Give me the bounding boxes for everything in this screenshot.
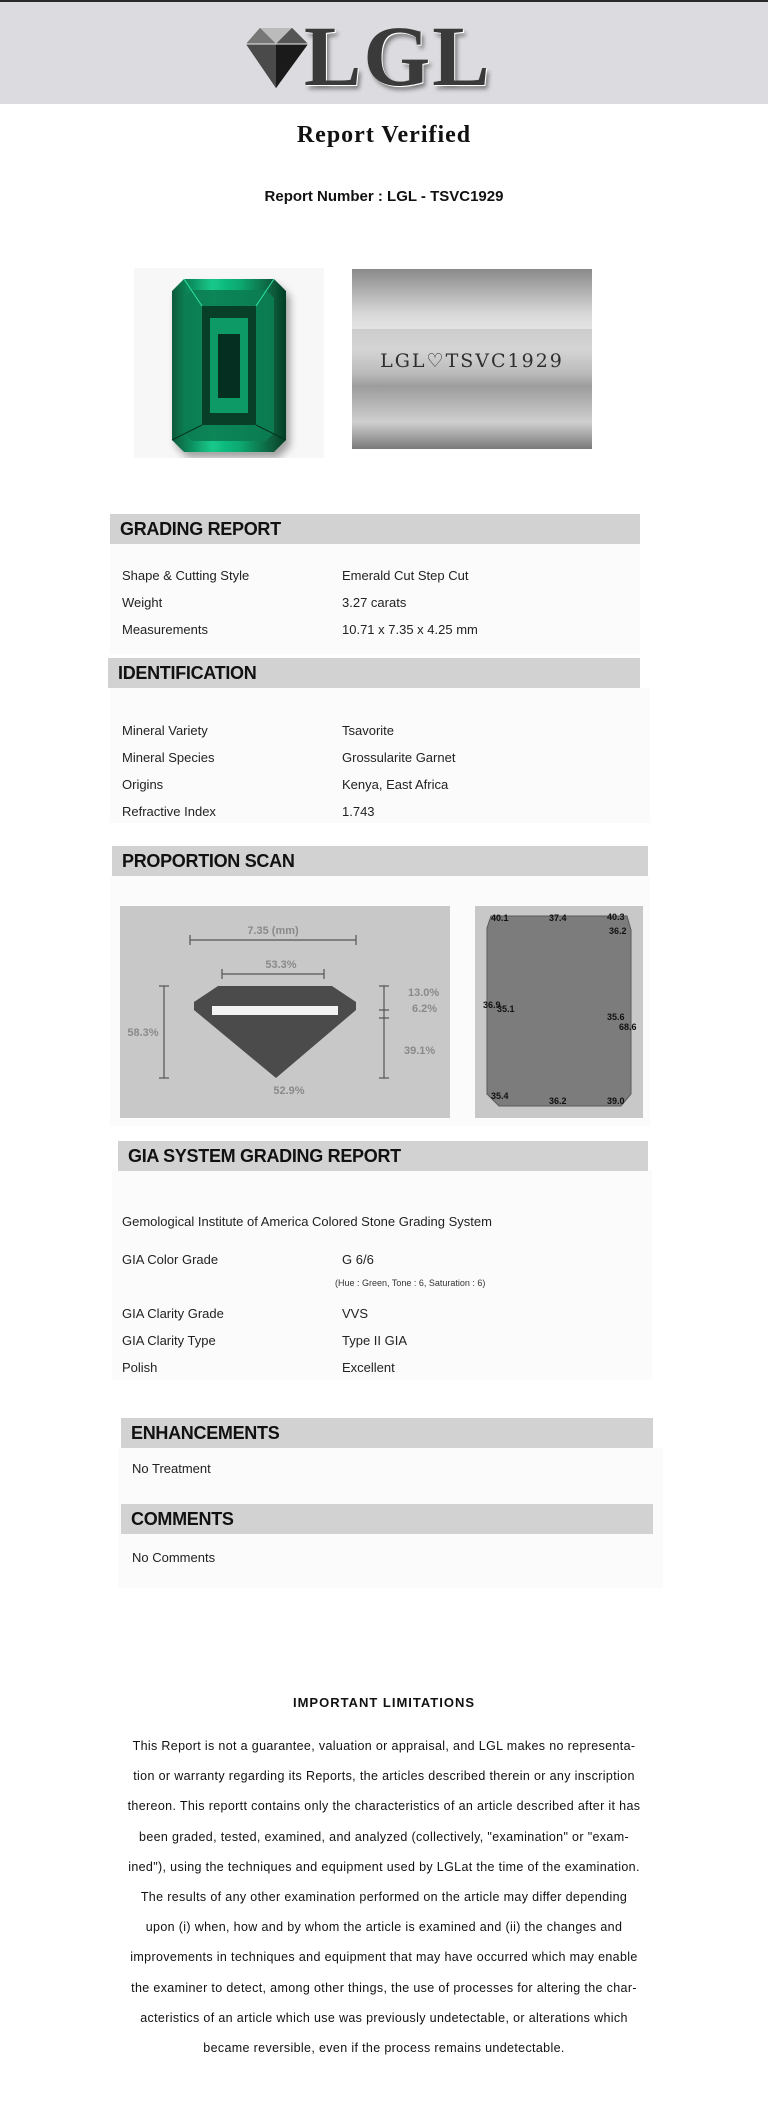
page-title: Report Verified [296,122,472,148]
gia-color-value: G 6/6 [342,1252,374,1267]
proportion-scan-heading: PROPORTION SCAN [112,846,648,876]
origins-label: Origins [122,777,164,792]
enhancements-heading: ENHANCEMENTS [121,1418,653,1448]
limitations-line: improvements in techniques and equipment that may have occurred which may enable [130,1950,638,1965]
limitations-line: thereon. This reportt contains only the characteristics of an article described after it has [127,1799,641,1814]
profile-crown-label: 13.0% [408,987,440,999]
limitations-title: IMPORTANT LIMITATIONS [292,1695,476,1710]
enhancements-text: No Treatment [132,1461,211,1476]
measurements-value: 10.71 x 7.35 x 4.25 mm [342,622,478,637]
gia-clarity-grade-value: VVS [342,1306,369,1321]
top-tl-label: 40.1 [491,913,509,923]
shape-value: Emerald Cut Step Cut [342,568,469,583]
top-bl-label: 35.4 [491,1091,509,1101]
top-bc-label: 36.2 [549,1096,567,1106]
limitations-line: the examiner to detect, among other things, the use of processes for altering the char- [131,1980,637,1995]
comments-text: No Comments [132,1550,216,1565]
top-tc-label: 37.4 [549,913,567,923]
mineral-variety-value: Tsavorite [342,723,395,738]
report-number: Report Number : LGL - TSVC1929 [264,188,504,205]
top-tr2-label: 36.2 [609,926,627,936]
profile-pavilion-label: 39.1% [404,1045,436,1057]
refractive-index-value: 1.743 [342,804,375,819]
mineral-variety-label: Mineral Variety [122,723,208,738]
lgl-logo [236,8,492,104]
limitations-text [118,1731,650,2063]
mineral-species-label: Mineral Species [122,750,215,765]
weight-label: Weight [122,595,163,610]
limitations-line: ined"), using the techniques and equipment used by LGLat the time of the examination. [128,1859,640,1874]
origins-value: Kenya, East Africa [342,777,449,792]
profile-width-label: 7.35 (mm) [247,925,299,937]
identification-heading: IDENTIFICATION [108,658,640,688]
shape-label: Shape & Cutting Style [122,568,250,583]
gia-intro: Gemological Institute of America Colored Stone Grading System [122,1214,492,1229]
logo-text: LGL [304,8,492,104]
polish-value: Excellent [342,1360,395,1375]
gia-clarity-grade-label: GIA Clarity Grade [122,1306,224,1321]
refractive-index-label: Refractive Index [122,804,216,819]
limitations-line: The results of any other examination performed on the article may differ depending [140,1890,628,1905]
header-bar [0,0,768,104]
top-br-label: 39.0 [607,1096,625,1106]
measurements-label: Measurements [122,622,208,637]
gemstone-image [134,268,324,458]
top-ml2-label: 35.1 [497,1004,515,1014]
profile-depth-label: 58.3% [127,1027,159,1039]
grading-report-heading: GRADING REPORT [110,514,640,544]
proportion-profile-diagram [120,906,450,1118]
gia-clarity-type-label: GIA Clarity Type [122,1333,216,1348]
gia-color-note: (Hue : Green, Tone : 6, Saturation : 6) [335,1278,486,1288]
limitations-line: became reversible, even if the process remains undetectable. [203,2041,565,2056]
inscription-photo [352,269,592,449]
top-ml-label: 36.9 [483,1000,501,1010]
gia-clarity-type-value: Type II GIA [342,1333,408,1348]
gia-heading: GIA SYSTEM GRADING REPORT [118,1141,648,1171]
inscription-text: LGL♡TSVC1929 [380,350,564,372]
limitations-line: been graded, tested, examined, and analyzed (collectively, "examination" or "exam- [139,1829,629,1844]
weight-value: 3.27 carats [342,595,407,610]
gia-color-label: GIA Color Grade [122,1252,219,1267]
profile-table-label: 53.3% [265,959,297,971]
limitations-line: tion or warranty regarding its Reports, the articles described therein or any inscription [133,1769,635,1784]
proportion-top-diagram [475,906,643,1118]
comments-heading: COMMENTS [121,1504,653,1534]
mineral-species-value: Grossularite Garnet [342,750,456,765]
top-mr-label: 35.6 [607,1012,625,1022]
top-mr2-label: 68.6 [619,1022,637,1032]
polish-label: Polish [122,1360,158,1375]
profile-girdle-label: 6.2% [412,1003,438,1015]
limitations-line: This Report is not a guarantee, valuation or appraisal, and LGL makes no representa- [132,1739,636,1753]
gia-panel [112,1170,652,1380]
limitations-line: upon (i) when, how and by whom the article is examined and (ii) the changes and [145,1920,623,1935]
profile-culet-label: 52.9% [273,1085,305,1097]
top-tr-label: 40.3 [607,912,625,922]
limitations-line: acteristics of an article which use was previously undetectable, or alterations which [140,2010,628,2025]
